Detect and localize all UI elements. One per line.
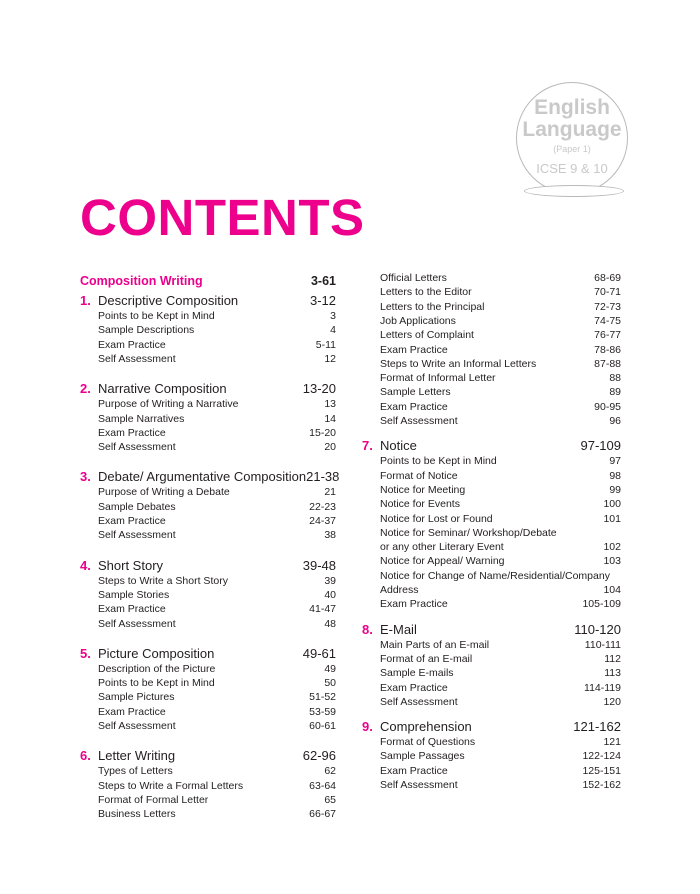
entry-pages: 98 [609,469,621,482]
entry-title: Exam Practice [98,515,166,527]
toc-subentry[interactable] [380,779,621,791]
toc-chapter-entry[interactable] [80,748,336,763]
entry-title: Job Applications [380,314,456,327]
entry-label-group [380,513,493,525]
entry-pages: 62-96 [302,748,336,764]
toc-subentry[interactable] [380,484,621,496]
entry-title: Self Assessment [98,352,176,365]
toc-chapter-entry[interactable] [362,438,621,453]
entry-title: Address [380,584,419,596]
entry-label-group [98,441,176,453]
toc-subentry[interactable] [380,329,621,341]
entry-title: Picture Composition [98,645,215,661]
entry-pages: 40 [324,588,336,601]
entry-label-group [98,765,173,777]
entry-label-group [380,598,448,610]
entry-label-group [80,748,175,763]
entry-label-group [380,470,458,482]
toc-subentry[interactable] [380,358,621,370]
entry-title: Debate/ Argumentative Composition [98,469,307,485]
entry-title: Short Story [98,557,164,573]
toc-subentry[interactable] [98,575,336,587]
entry-title: Notice for Events [380,498,460,511]
entry-pages: 12 [324,352,336,365]
entry-label-group [380,584,419,596]
entry-pages: 49 [324,662,336,675]
entry-label-group [98,575,228,587]
entry-pages: 39-48 [302,557,336,573]
entry-label-group [380,765,448,777]
entry-label-group [380,750,465,762]
entry-pages: 3 [330,310,336,322]
entry-title: Types of Letters [98,765,173,778]
toc-subentry[interactable] [380,584,621,596]
entry-title: Sample Narratives [98,412,185,425]
entry-label-group [98,339,166,351]
entry-label-group [362,438,417,453]
entry-title: Narrative Composition [98,381,227,397]
entry-label-group [380,315,456,327]
entry-title: Points to be Kept in Mind [98,677,215,690]
entry-label-group [380,386,451,398]
toc-subentry[interactable] [98,310,336,322]
entry-title: Description of the Picture [98,662,216,675]
entry-pages: 41-47 [309,603,336,616]
entry-pages: 49-61 [302,645,336,661]
toc-subentry[interactable] [98,353,336,365]
entry-pages: 152-162 [582,779,621,791]
toc-subentry[interactable] [380,682,621,694]
entry-label-group [380,667,454,679]
toc-subentry[interactable] [380,272,621,284]
toc-subentry[interactable] [98,398,336,410]
entry-label-group [380,498,460,510]
entry-label-group [380,736,475,748]
entry-pages: 13 [324,398,336,411]
entry-label-group [380,329,474,341]
entry-title: Letters to the Principal [380,300,485,313]
toc-section-heading[interactable] [80,274,336,288]
entry-pages: 72-73 [594,300,621,313]
entry-label-group [98,603,166,615]
entry-title: Steps to Write a Short Story [98,574,228,587]
entry-label-group [98,808,176,820]
entry-pages: 113 [604,667,621,680]
entry-title: Points to be Kept in Mind [98,310,215,322]
chapter-number: 2. [80,381,91,397]
entry-label-group [380,401,448,413]
entry-label-group [380,455,497,467]
entry-title: Exam Practice [98,705,166,718]
entry-title: Letters of Complaint [380,329,474,342]
entry-pages: 68-69 [594,272,621,284]
entry-title: Self Assessment [98,441,176,454]
entry-title: Exam Practice [380,598,448,611]
entry-pages: 87-88 [594,357,621,370]
entry-pages: 14 [324,412,336,425]
entry-title: Sample Descriptions [98,324,195,337]
entry-title: Self Assessment [380,779,458,791]
entry-label-group [380,415,458,427]
entry-title: Exam Practice [98,603,166,616]
toc-left-column [80,270,340,830]
entry-title: Sample E-mails [380,667,454,680]
page-title: CONTENTS [80,189,365,246]
entry-title: Exam Practice [98,426,166,439]
entry-title: Sample Stories [98,588,170,601]
entry-pages: 102 [603,541,621,554]
toc-subentry[interactable] [98,501,336,513]
entry-pages: 74-75 [594,314,621,327]
toc-subentry[interactable] [380,765,621,777]
entry-label-group [380,555,505,567]
entry-title: Comprehension [380,719,472,735]
entry-label-group [380,286,472,298]
toc-subentry[interactable] [98,720,336,732]
toc-right-column [362,270,621,810]
entry-title: Exam Practice [380,681,448,694]
entry-label-group [380,272,447,284]
toc-subentry[interactable] [380,736,621,748]
toc-subentry[interactable] [98,427,336,439]
chapter-number: 5. [80,645,91,661]
badge-line-3: (Paper 1) [553,144,591,154]
entry-pages: 96 [609,415,621,427]
chapter-number: 9. [362,719,373,735]
section-pages: 3-61 [310,274,336,288]
entry-title: Business Letters [98,808,176,821]
entry-label-group [98,663,215,675]
toc-subentry[interactable] [98,324,336,336]
toc-subentry[interactable] [98,663,336,675]
toc-subentry[interactable] [98,780,336,792]
entry-pages: 65 [324,793,336,806]
entry-label-group [98,310,215,322]
entry-label-group [380,484,465,496]
entry-pages: 3-12 [309,293,336,308]
entry-pages: 5-11 [315,338,336,351]
toc-subentry[interactable] [98,603,336,615]
section-title: Composition Writing [80,274,203,288]
entry-pages: 104 [603,584,621,596]
entry-title: Self Assessment [98,720,176,732]
entry-label-group [380,541,504,553]
toc-subentry[interactable] [380,286,621,298]
entry-pages: 53-59 [309,705,336,718]
toc-chapter-entry[interactable] [362,622,621,637]
toc-chapter-entry[interactable] [362,719,621,734]
entry-pages: 50 [324,677,336,690]
entry-pages: 122-124 [582,750,621,763]
entry-title: Points to be Kept in Mind [380,455,497,468]
entry-pages: 15-20 [309,426,336,439]
entry-label-group [98,427,166,439]
entry-pages: 101 [603,512,621,525]
entry-label-group [98,706,166,718]
entry-label-group [98,618,176,630]
entry-title: Official Letters [380,272,447,284]
entry-title: Exam Practice [380,343,448,356]
entry-title: Sample Letters [380,386,451,399]
entry-pages: 60-61 [309,720,336,732]
entry-title: Format of Informal Letter [380,372,496,385]
entry-pages: 4 [330,324,336,337]
toc-subentry[interactable] [380,667,621,679]
toc-subentry[interactable] [98,441,336,453]
chapter-number: 1. [80,293,91,308]
toc-subentry[interactable] [380,696,621,708]
entry-label-group [98,691,174,703]
entry-pages: 100 [603,498,621,511]
toc-subentry[interactable] [380,301,621,313]
entry-title: Notice for Seminar/ Workshop/Debate [380,526,557,539]
toc-subentry[interactable] [98,765,336,777]
toc-subentry[interactable] [380,750,621,762]
toc-chapter-entry[interactable] [80,469,340,485]
entry-label-group [380,696,458,708]
chapter-number: 3. [80,469,91,485]
toc-subentry[interactable] [98,413,336,425]
toc-subentry[interactable] [98,618,336,630]
toc-subentry[interactable] [98,486,336,498]
entry-pages: 22-23 [309,500,336,513]
entry-title: Purpose of Writing a Narrative [98,398,239,411]
entry-pages: 103 [603,555,621,568]
toc-subentry[interactable] [380,498,621,510]
entry-label-group [98,720,176,732]
entry-title: Exam Practice [380,400,448,413]
entry-pages: 62 [324,765,336,778]
entry-pages: 121-162 [573,719,621,735]
entry-title: Self Assessment [380,695,458,708]
entry-pages: 105-109 [582,598,621,611]
entry-label-group [98,353,176,365]
entry-label-group [380,639,489,651]
entry-label-group [380,344,448,356]
entry-pages: 21 [324,486,336,499]
entry-pages: 21-38 [306,469,340,485]
entry-label-group [98,589,169,601]
entry-title: Descriptive Composition [98,293,239,308]
entry-title: Purpose of Writing a Debate [98,486,230,499]
entry-pages: 24-37 [309,515,336,527]
entry-pages: 39 [324,574,336,587]
entry-pages: 76-77 [594,329,621,342]
entry-label-group [380,570,610,582]
entry-pages: 13-20 [302,381,336,397]
entry-title: Format of Formal Letter [98,793,209,806]
entry-pages: 97-109 [580,438,621,454]
entry-pages: 90-95 [594,400,621,413]
toc-subentry[interactable] [98,691,336,703]
entry-label-group [80,469,306,484]
entry-label-group [98,794,208,806]
chapter-number: 7. [362,438,373,454]
toc-subentry[interactable] [380,401,621,413]
toc-subentry[interactable] [98,529,336,541]
entry-pages: 63-64 [309,779,336,792]
entry-pages: 99 [609,483,621,496]
entry-label-group [380,682,448,694]
toc-subentry[interactable] [380,653,621,665]
toc-chapter-entry[interactable] [80,558,336,573]
entry-title: Notice for Meeting [380,483,466,496]
chapter-number: 6. [80,748,91,764]
entry-label-group [380,372,496,384]
entry-title: Format of Notice [380,469,458,482]
toc-subentry[interactable] [380,386,621,398]
toc-subentry[interactable] [380,598,621,610]
entry-label-group [98,677,215,689]
entry-pages: 97 [609,455,621,468]
toc-subentry[interactable] [380,372,621,384]
entry-title: E-Mail [380,621,417,637]
entry-label-group [98,501,176,513]
badge-line-1: English [534,96,610,119]
toc-subentry[interactable] [380,639,621,651]
entry-label-group [362,622,417,637]
toc-subentry[interactable] [380,541,621,553]
entry-title: Format of Questions [380,736,476,749]
entry-title: Self Assessment [380,415,458,427]
toc-subentry[interactable] [380,455,621,467]
entry-title: Notice for Change of Name/Residential/Company [380,569,610,582]
toc-chapter-entry[interactable] [80,381,336,396]
entry-title: Self Assessment [98,617,176,630]
toc-subentry[interactable] [98,339,336,351]
entry-title: or any other Literary Event [380,541,504,554]
entry-label-group [80,646,214,661]
toc-subentry[interactable] [98,589,336,601]
toc-subentry[interactable] [98,794,336,806]
entry-title: Letters to the Editor [380,286,472,299]
entry-label-group [98,398,238,410]
entry-label-group [98,780,243,792]
toc-subentry[interactable] [380,570,621,582]
entry-label-group [98,324,194,336]
entry-pages: 88 [609,372,621,385]
entry-label-group [98,515,166,527]
entry-label-group [362,719,472,734]
entry-label-group [380,358,536,370]
badge-line-4: ICSE 9 & 10 [536,161,608,176]
entry-pages: 48 [324,617,336,630]
entry-pages: 38 [324,529,336,542]
toc-subentry[interactable] [380,415,621,427]
entry-pages: 125-151 [582,764,621,777]
entry-label-group [380,653,472,665]
entry-pages: 66-67 [309,808,336,821]
toc-subentry[interactable] [380,555,621,567]
entry-pages: 20 [324,441,336,454]
toc-subentry[interactable] [98,706,336,718]
toc-subentry[interactable] [98,515,336,527]
entry-title: Format of an E-mail [380,652,473,665]
entry-title: Sample Passages [380,750,465,763]
chapter-number: 8. [362,621,373,637]
toc-subentry[interactable] [380,513,621,525]
entry-title: Notice for Appeal/ Warning [380,555,505,568]
toc-subentry[interactable] [380,527,621,539]
entry-label-group [98,486,230,498]
entry-pages: 70-71 [594,286,621,299]
entry-label-group [380,527,557,539]
entry-title: Exam Practice [98,338,166,351]
entry-pages: 121 [603,736,621,749]
entry-title: Steps to Write an Informal Letters [380,357,537,370]
badge-base [524,185,624,197]
toc-subentry[interactable] [380,315,621,327]
entry-title: Notice for Lost or Found [380,512,493,525]
entry-label-group [380,779,458,791]
entry-pages: 78-86 [594,343,621,356]
entry-title: Sample Pictures [98,691,175,704]
entry-pages: 51-52 [309,691,336,704]
entry-title: Notice [380,438,417,454]
entry-title: Steps to Write a Formal Letters [98,779,244,792]
entry-pages: 120 [603,695,621,708]
toc-chapter-entry[interactable] [80,293,336,308]
entry-title: Main Parts of an E-mail [380,638,490,651]
entry-label-group [380,301,484,313]
entry-title: Sample Debates [98,500,176,513]
entry-pages: 112 [604,652,621,665]
entry-label-group [98,413,184,425]
entry-pages: 110-120 [574,621,621,637]
toc-subentry[interactable] [380,470,621,482]
toc-subentry[interactable] [380,344,621,356]
toc-subentry[interactable] [98,808,336,820]
entry-pages: 110-111 [584,638,621,651]
toc-subentry[interactable] [98,677,336,689]
entry-title: Letter Writing [98,748,176,764]
badge-line-2: Language [522,118,622,141]
entry-title: Self Assessment [98,529,176,542]
entry-label-group [80,381,227,396]
entry-label-group [80,293,238,308]
toc-chapter-entry[interactable] [80,646,336,661]
chapter-number: 4. [80,557,91,573]
entry-label-group [98,529,176,541]
entry-title: Exam Practice [380,764,448,777]
entry-pages: 89 [609,386,621,399]
entry-pages: 114-119 [584,681,621,694]
subject-badge [516,82,628,194]
entry-label-group [80,558,163,573]
